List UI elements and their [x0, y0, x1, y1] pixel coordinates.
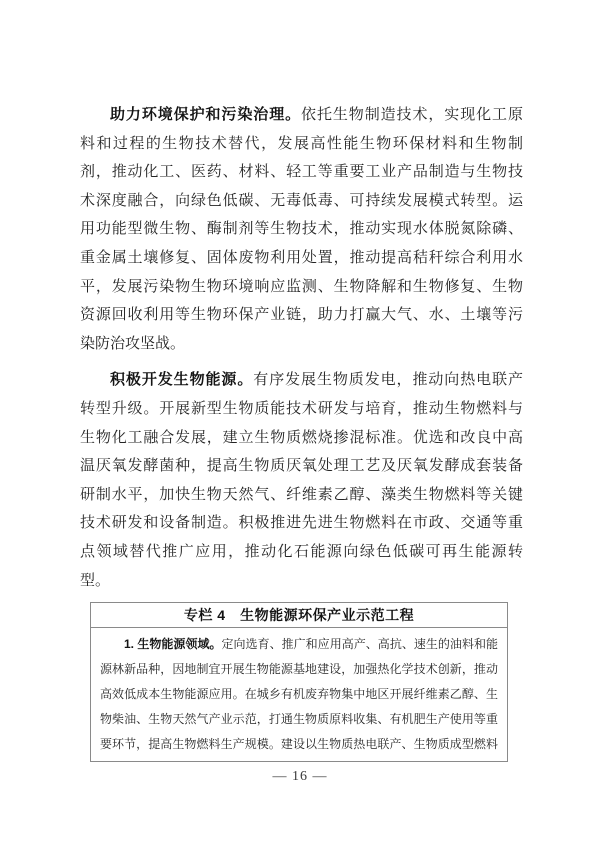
text-line: 源林新品种，因地制宜开展生物能源基地建设，加强热化学技术创新，推动	[100, 662, 498, 677]
text-line: 资源回收利用等生物环保产业链，助力打赢大气、水、土壤等污	[80, 307, 523, 324]
text-line: 料和过程的生物技术替代，发展高性能生物环保材料和生物制	[80, 135, 523, 152]
text-line	[80, 366, 523, 395]
text-line: 研制水平，加快生物天然气、纤维素乙醇、藻类生物燃料等关键	[80, 486, 523, 503]
box-title: 专栏 4 生物能源环保产业示范工程	[91, 603, 507, 628]
special-column-box	[90, 602, 508, 762]
text-line: 高效低成本生物能源应用。在城乡有机废弃物集中地区开展纤维素乙醇、生	[100, 687, 498, 702]
paragraph-env-protection	[80, 101, 523, 358]
text-line: 用功能型微生物、酶制剂等生物技术，推动实现水体脱氮除磷、	[80, 221, 523, 238]
paragraph-lines	[80, 130, 523, 359]
text-column	[80, 101, 523, 762]
paragraph-first-line-rest: 有序发展生物质发电，推动向热电联产	[253, 372, 523, 389]
text-line: 平，发展污染物生物环境响应监测、生物降解和生物修复、生物	[80, 278, 523, 295]
text-line	[80, 101, 523, 130]
text-line: 染防治攻坚战。	[80, 335, 186, 352]
text-line: 剂，推动化工、医药、材料、轻工等重要工业产品制造与生物技	[80, 164, 523, 181]
paragraph-lead: 积极开发生物能源。	[110, 371, 254, 389]
text-line: 温厌氧发酵菌种，提高生物质厌氧处理工艺及厌氧发酵成套装备	[80, 458, 523, 475]
text-line: 点领域替代推广应用，推动化石能源向绿色低碳可再生能源转	[80, 543, 523, 560]
text-line: 物柴油、生物天然气产业示范，打通生物质原料收集、有机肥生产使用等重	[100, 712, 498, 727]
text-line: 技术研发和设备制造。积极推进先进生物燃料在市政、交通等重	[80, 515, 523, 532]
paragraph-lines	[80, 395, 523, 595]
text-line: 要环节，提高生物燃料生产规模。建设以生物质热电联产、生物质成型燃料	[100, 737, 498, 752]
box-first-line-rest: 定向选育、推广和应用高产、高抗、速生的油料和能	[221, 637, 498, 652]
page-number: — 16 —	[272, 769, 328, 784]
box-body	[91, 628, 507, 761]
paragraph-lead: 助力环境保护和污染治理。	[110, 106, 302, 123]
text-line	[100, 632, 498, 657]
box-lines	[100, 657, 498, 757]
paragraph-bioenergy	[80, 366, 523, 595]
text-line: 术深度融合，向绿色低碳、无毒低毒、可持续发展模式转型。运	[80, 192, 523, 209]
text-line: 型。	[80, 572, 111, 589]
text-line: 生物化工融合发展，建立生物质燃烧掺混标准。优选和改良中高	[80, 429, 523, 446]
box-item-lead: 1. 生物能源领域。	[124, 637, 222, 652]
text-line: 转型升级。开展新型生物质能技术研发与培育，推动生物燃料与	[80, 400, 523, 417]
paragraph-first-line-rest: 依托生物制造技术，实现化工原	[301, 107, 523, 123]
text-line: 重金属土壤修复、固体废物利用处置，推动提高秸秆综合利用水	[80, 249, 523, 266]
